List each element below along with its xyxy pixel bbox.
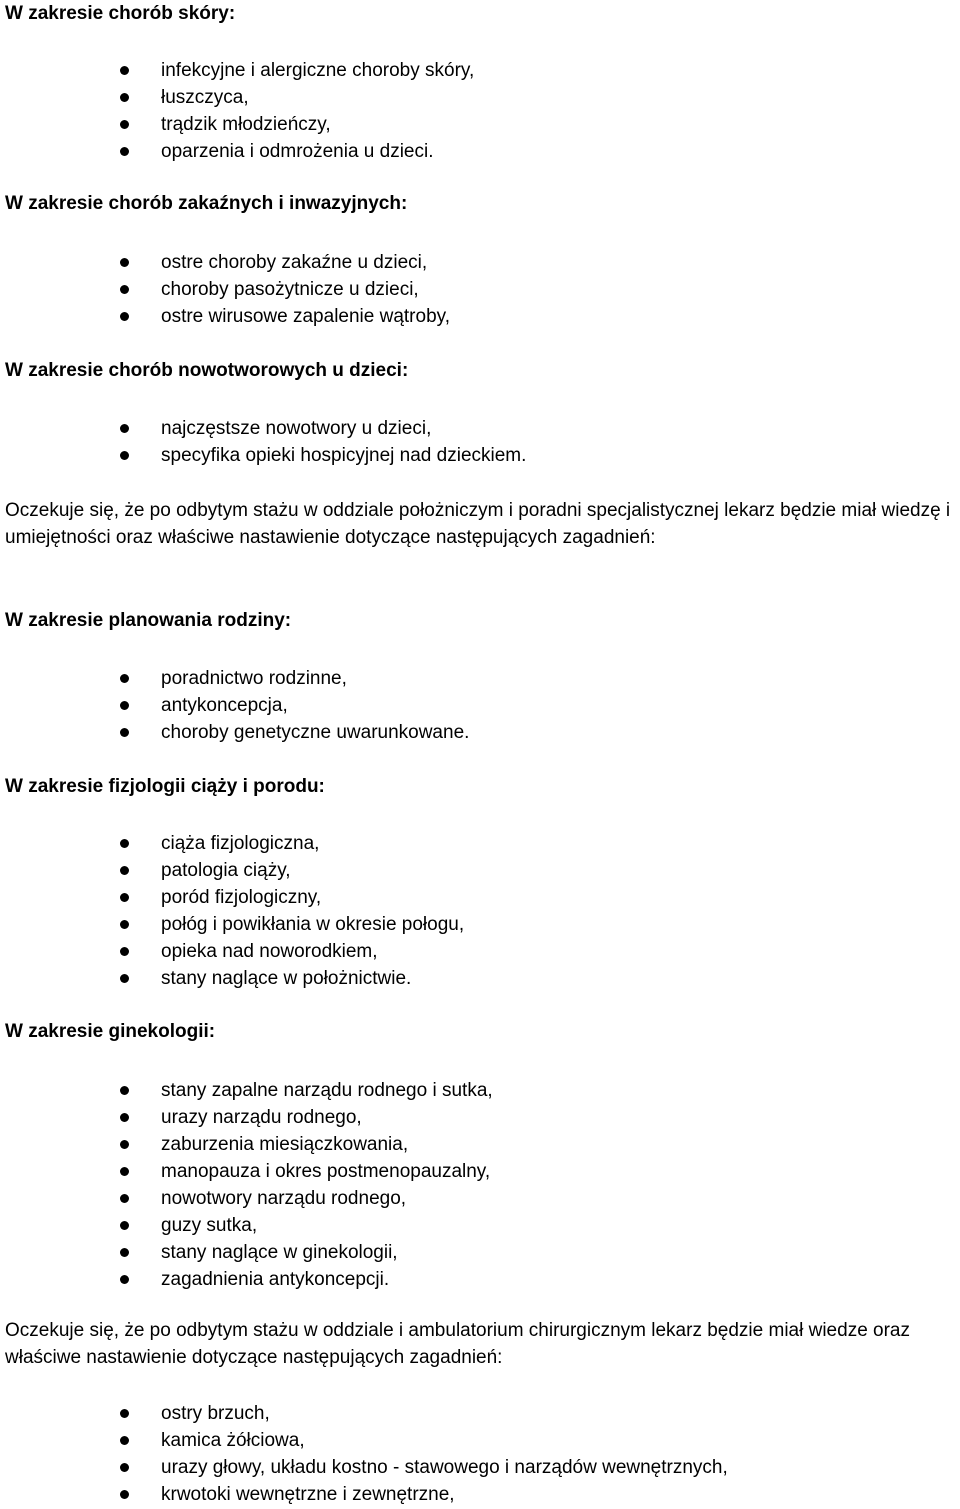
bullet-icon (120, 1275, 129, 1284)
bullet-icon (120, 1248, 129, 1257)
intro-paragraph-obstetrics: Oczekuje się, że po odbytym stażu w oddziale położniczym i poradni specjalistycznej lekarz będzie miał wiedzę i umiejętności oraz właściwe nastawienie dotyczące następujących zagadnień: (5, 500, 951, 548)
list-item: oparzenia i odmrożenia u dzieci. (0, 138, 474, 165)
bullet-icon (120, 1436, 129, 1445)
bullet-icon (120, 674, 129, 683)
list-item: manopauza i okres postmenopauzalny, (0, 1158, 493, 1185)
bullet-icon (120, 312, 129, 321)
bullet-icon (120, 974, 129, 983)
list-item: ciąża fizjologiczna, (0, 830, 464, 857)
intro-paragraph-surgery: Oczekuje się, że po odbytym stażu w oddziale i ambulatorium chirurgicznym lekarz będzie miał wiedze oraz właściwe nastawienie dotyczące następujących zagadnień: (5, 1320, 910, 1368)
list-item: najczęstsze nowotwory u dzieci, (0, 415, 526, 442)
list-item: stany naglące w ginekologii, (0, 1239, 493, 1266)
section-heading-oncology: W zakresie chorób nowotworowych u dzieci: (5, 360, 409, 381)
bullet-icon (120, 920, 129, 929)
list-item: patologia ciąży, (0, 857, 464, 884)
list-item: kamica żółciowa, (0, 1427, 728, 1454)
bullet-icon (120, 839, 129, 848)
list-item: poród fizjologiczny, (0, 884, 464, 911)
list-item: infekcyjne i alergiczne choroby skóry, (0, 57, 474, 84)
bullet-icon (120, 893, 129, 902)
bullet-icon (120, 1086, 129, 1095)
section-heading-skin-diseases: W zakresie chorób skóry: (5, 3, 236, 24)
list-item: zagadnienia antykoncepcji. (0, 1266, 493, 1293)
list-item: ostre choroby zakaźne u dzieci, (0, 249, 450, 276)
bullet-icon (120, 147, 129, 156)
list-item: specyfika opieki hospicyjnej nad dzieckiem. (0, 442, 526, 469)
oncology-list (0, 415, 526, 469)
list-item: zaburzenia miesiączkowania, (0, 1131, 493, 1158)
list-item: opieka nad noworodkiem, (0, 938, 464, 965)
bullet-icon (120, 1221, 129, 1230)
bullet-icon (120, 947, 129, 956)
bullet-icon (120, 66, 129, 75)
surgery-list (0, 1400, 728, 1508)
list-item: nowotwory narządu rodnego, (0, 1185, 493, 1212)
section-heading-infectious-diseases: W zakresie chorób zakaźnych i inwazyjnych: (5, 193, 408, 214)
bullet-icon (120, 424, 129, 433)
bullet-icon (120, 258, 129, 267)
list-item: trądzik młodzieńczy, (0, 111, 474, 138)
section-heading-family-planning: W zakresie planowania rodziny: (5, 610, 292, 631)
bullet-icon (120, 728, 129, 737)
list-item: stany naglące w położnictwie. (0, 965, 464, 992)
list-item: urazy głowy, układu kostno - stawowego i narządów wewnętrznych, (0, 1454, 728, 1481)
bullet-icon (120, 866, 129, 875)
bullet-icon (120, 1113, 129, 1122)
list-item: poradnictwo rodzinne, (0, 665, 469, 692)
bullet-icon (120, 93, 129, 102)
skin-diseases-list (0, 57, 474, 165)
list-item: choroby genetyczne uwarunkowane. (0, 719, 469, 746)
list-item: urazy narządu rodnego, (0, 1104, 493, 1131)
list-item: guzy sutka, (0, 1212, 493, 1239)
infectious-diseases-list (0, 249, 450, 330)
list-item: stany zapalne narządu rodnego i sutka, (0, 1077, 493, 1104)
bullet-icon (120, 1194, 129, 1203)
list-item: ostre wirusowe zapalenie wątroby, (0, 303, 450, 330)
bullet-icon (120, 1140, 129, 1149)
bullet-icon (120, 1409, 129, 1418)
list-item: ostry brzuch, (0, 1400, 728, 1427)
bullet-icon (120, 285, 129, 294)
section-heading-gynecology: W zakresie ginekologii: (5, 1021, 216, 1042)
bullet-icon (120, 1463, 129, 1472)
list-item: połóg i powikłania w okresie połogu, (0, 911, 464, 938)
pregnancy-list (0, 830, 464, 992)
list-item: łuszczyca, (0, 84, 474, 111)
list-item: antykoncepcja, (0, 692, 469, 719)
bullet-icon (120, 451, 129, 460)
section-heading-pregnancy: W zakresie fizjologii ciąży i porodu: (5, 776, 325, 797)
family-planning-list (0, 665, 469, 746)
gynecology-list (0, 1077, 493, 1293)
bullet-icon (120, 701, 129, 710)
list-item: krwotoki wewnętrzne i zewnętrzne, (0, 1481, 728, 1508)
bullet-icon (120, 1490, 129, 1499)
bullet-icon (120, 1167, 129, 1176)
bullet-icon (120, 120, 129, 129)
list-item: choroby pasożytnicze u dzieci, (0, 276, 450, 303)
